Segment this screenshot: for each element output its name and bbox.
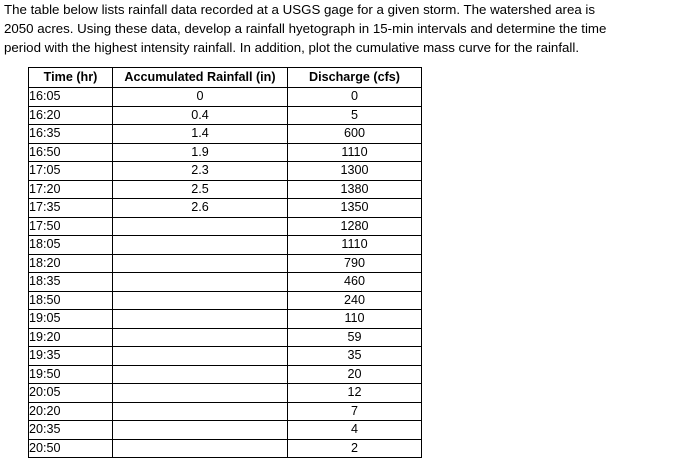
problem-statement [4, 0, 674, 57]
rainfall-column-header: Accumulated Rainfall (in) [113, 68, 288, 88]
discharge-cell: 2 [288, 439, 422, 458]
rainfall-cell: 0.4 [113, 106, 288, 125]
problem-line-3: period with the highest intensity rainfall. In addition, plot the cumulative mass curve for the rainfall. [4, 40, 580, 55]
time-cell: 16:05 [29, 88, 113, 107]
discharge-cell: 5 [288, 106, 422, 125]
time-cell: 18:05 [29, 236, 113, 255]
discharge-cell: 110 [288, 310, 422, 329]
rainfall-cell: 0 [113, 88, 288, 107]
rainfall-data-table [28, 67, 422, 458]
discharge-cell: 0 [288, 88, 422, 107]
rainfall-cell: 2.3 [113, 162, 288, 181]
discharge-cell: 600 [288, 125, 422, 144]
rainfall-cell [113, 217, 288, 236]
problem-line-2: 2050 acres. Using these data, develop a rainfall hyetograph in 15-min intervals and determine the time [4, 21, 607, 36]
table-header-row [29, 68, 422, 88]
rainfall-cell: 1.4 [113, 125, 288, 144]
time-cell: 19:50 [29, 365, 113, 384]
table-row [29, 347, 422, 366]
time-cell: 17:35 [29, 199, 113, 218]
discharge-cell: 240 [288, 291, 422, 310]
table-row [29, 143, 422, 162]
rainfall-cell [113, 291, 288, 310]
discharge-column-header: Discharge (cfs) [288, 68, 422, 88]
table-row [29, 199, 422, 218]
rainfall-cell [113, 402, 288, 421]
discharge-cell: 1350 [288, 199, 422, 218]
discharge-cell: 790 [288, 254, 422, 273]
discharge-cell: 12 [288, 384, 422, 403]
table-body [29, 88, 422, 458]
table-row [29, 254, 422, 273]
discharge-cell: 460 [288, 273, 422, 292]
rainfall-cell: 2.5 [113, 180, 288, 199]
table-row [29, 384, 422, 403]
rainfall-cell [113, 328, 288, 347]
problem-line-1: The table below lists rainfall data recorded at a USGS gage for a given storm. The watershed area is [4, 2, 596, 17]
rainfall-cell: 2.6 [113, 199, 288, 218]
rainfall-cell [113, 384, 288, 403]
table-row [29, 328, 422, 347]
time-column-header: Time (hr) [29, 68, 113, 88]
time-cell: 17:20 [29, 180, 113, 199]
rainfall-cell [113, 439, 288, 458]
discharge-cell: 4 [288, 421, 422, 440]
time-cell: 16:20 [29, 106, 113, 125]
table-row [29, 291, 422, 310]
discharge-cell: 1300 [288, 162, 422, 181]
time-cell: 18:20 [29, 254, 113, 273]
table-row [29, 217, 422, 236]
discharge-cell: 1110 [288, 143, 422, 162]
rainfall-cell: 1.9 [113, 143, 288, 162]
table-row [29, 180, 422, 199]
table-row [29, 88, 422, 107]
time-cell: 18:35 [29, 273, 113, 292]
time-cell: 17:50 [29, 217, 113, 236]
rainfall-cell [113, 421, 288, 440]
time-cell: 19:20 [29, 328, 113, 347]
table-row [29, 421, 422, 440]
time-cell: 20:05 [29, 384, 113, 403]
discharge-cell: 59 [288, 328, 422, 347]
discharge-cell: 35 [288, 347, 422, 366]
table-row [29, 162, 422, 181]
rainfall-cell [113, 273, 288, 292]
rainfall-cell [113, 347, 288, 366]
table-row [29, 106, 422, 125]
time-cell: 16:50 [29, 143, 113, 162]
rainfall-cell [113, 365, 288, 384]
rainfall-cell [113, 236, 288, 255]
rainfall-cell [113, 310, 288, 329]
table-row [29, 236, 422, 255]
time-cell: 20:35 [29, 421, 113, 440]
discharge-cell: 20 [288, 365, 422, 384]
time-cell: 20:50 [29, 439, 113, 458]
time-cell: 17:05 [29, 162, 113, 181]
rainfall-cell [113, 254, 288, 273]
table-row [29, 439, 422, 458]
time-cell: 16:35 [29, 125, 113, 144]
time-cell: 18:50 [29, 291, 113, 310]
time-cell: 19:35 [29, 347, 113, 366]
discharge-cell: 1110 [288, 236, 422, 255]
table-row [29, 365, 422, 384]
table-row [29, 310, 422, 329]
discharge-cell: 1380 [288, 180, 422, 199]
table-row [29, 402, 422, 421]
time-cell: 20:20 [29, 402, 113, 421]
time-cell: 19:05 [29, 310, 113, 329]
discharge-cell: 1280 [288, 217, 422, 236]
table-row [29, 125, 422, 144]
table-row [29, 273, 422, 292]
discharge-cell: 7 [288, 402, 422, 421]
